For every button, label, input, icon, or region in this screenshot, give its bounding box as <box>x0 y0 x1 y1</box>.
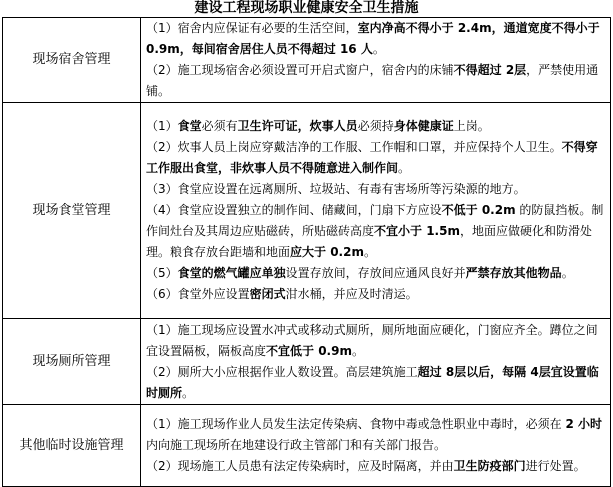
row-content <box>141 18 611 103</box>
measure-text: （6）食堂外应设置 <box>146 287 250 301</box>
emphasis-text: 严禁存放其他物品 <box>465 266 562 280</box>
measure-item <box>146 284 606 305</box>
measure-text: （1）施工现场应设置水冲式或移动式厕所，厕所地面应硬化，门窗应齐全。蹲位之间宜设置隔板，隔板高度 <box>146 322 598 358</box>
emphasis-text: 不宜小于 1.5m <box>374 224 460 238</box>
measure-text: 。 <box>351 343 364 358</box>
measure-item <box>146 137 606 179</box>
measure-text: （2）厕所大小应根据作业人数设置。高层建筑施工 <box>146 364 418 379</box>
row-content <box>141 319 611 405</box>
measure-text: （2）现场施工人员患有法定传染病时，应及时隔离，并由 <box>146 459 454 473</box>
page-title: 建设工程现场职业健康安全卫生措施 <box>194 0 419 16</box>
measure-text: （1）施工现场作业人员发生法定传染病、食物中毒或急性职业中毒时，必须在 <box>146 417 566 431</box>
emphasis-text: 不得穿工作服出食堂，非炊事人员不得随意进入制作间 <box>146 140 598 175</box>
measure-text: （4）食堂应设置独立的制作间、储藏间，门扇下方应设 <box>146 203 442 217</box>
measure-text: （3）食堂应设置在远离厕所、垃圾站、有毒有害场所等污染源的地方。 <box>146 182 526 196</box>
emphasis-text: 不低于 0.2m <box>441 203 516 217</box>
measure-text: （1）宿舍内应保证有必要的生活空间， <box>146 21 358 35</box>
measure-item <box>146 320 606 362</box>
emphasis-text: 食堂 <box>177 119 202 133</box>
measure-text: （2）施工现场宿舍必须设置可开启式窗户，宿舍内的床铺 <box>146 63 454 77</box>
emphasis-text: 密闭式 <box>249 287 286 301</box>
measure-item <box>146 116 606 137</box>
measure-text: 上岗。 <box>453 119 490 133</box>
table-row-toilet <box>3 319 611 405</box>
measure-text: 内向施工现场所在地建设行政主管部门和有关部门报告。 <box>146 438 447 452</box>
emphasis-text: 食堂的燃气罐应单独 <box>177 266 286 280</box>
emphasis-text: 室内净高不得小于 2.4m，通道宽度不得小于 0.9m，每间宿舍居住人员不得超过 16 人 <box>146 21 600 56</box>
emphasis-text: 应大于 0.2m <box>290 245 364 259</box>
measure-item <box>146 60 606 102</box>
measure-text: （5） <box>146 266 178 280</box>
measure-text: 必须有 <box>201 119 238 133</box>
table-row-canteen <box>3 103 611 319</box>
emphasis-text: 2 小时 <box>565 417 602 431</box>
emphasis-text: 不宜低于 0.9m <box>266 343 352 358</box>
row-category: 现场宿舍管理 <box>3 18 141 103</box>
table-row-other <box>3 405 611 487</box>
emphasis-text: 身体健康证 <box>393 119 454 133</box>
row-category: 现场厕所管理 <box>3 319 141 405</box>
measure-text: （1） <box>146 119 178 133</box>
measure-text: 进行处置。 <box>525 459 586 473</box>
row-content <box>141 103 611 319</box>
emphasis-text: 卫生许可证，炊事人员 <box>237 119 358 133</box>
measure-item <box>146 18 606 60</box>
measure-item <box>146 179 606 200</box>
measure-item <box>146 456 606 477</box>
measure-item <box>146 263 606 284</box>
row-content <box>141 405 611 487</box>
measure-text: 。 <box>561 266 574 280</box>
measure-text: ，地面应做硬化和防滑处理。粮食存放台距墙和地面 <box>146 224 592 259</box>
measure-item <box>146 200 606 263</box>
measure-item <box>146 362 606 404</box>
measures-table <box>2 17 611 487</box>
measure-text: 。 <box>182 385 195 400</box>
measure-text: （2）炊事人员上岗应穿戴洁净的工作服、工作帽和口罩，并应保持个人卫生。 <box>146 140 562 154</box>
measure-text: 。 <box>363 245 376 259</box>
emphasis-text: 不得超过 2层 <box>453 63 527 77</box>
measure-text: 设置存放间，存放间应通风良好并 <box>285 266 466 280</box>
table-row-dormitory <box>3 18 611 103</box>
measure-text: 。 <box>372 42 385 56</box>
emphasis-text: 卫生防疫部门 <box>453 459 526 473</box>
measure-text: 。 <box>398 161 411 175</box>
measure-item <box>146 414 606 456</box>
emphasis-text: 超过 8层以后，每隔 4层宜设置临时厕所 <box>146 364 599 400</box>
measure-text: 泔水桶，并应及时清运。 <box>285 287 418 301</box>
row-category: 其他临时设施管理 <box>3 405 141 487</box>
measure-text: 的防鼠挡板。制作间灶台及其周边应贴磁砖，所贴磁砖高度 <box>146 203 604 238</box>
row-category: 现场食堂管理 <box>3 103 141 319</box>
measure-text: 必须持 <box>357 119 394 133</box>
measure-text: ，严禁使用通铺。 <box>146 63 599 98</box>
